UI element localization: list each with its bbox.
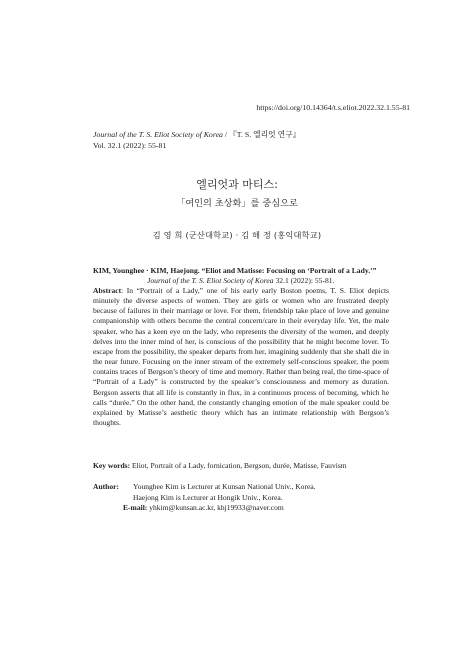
citation-journal-italic: Journal of the T. S. Eliot Society of Korea	[147, 276, 274, 286]
doi-link[interactable]: https://doi.org/10.14364/t.s.eliot.2022.32.1.55-81	[256, 103, 410, 112]
keywords-text: Eliot, Portrait of a Lady, fornication, Bergson, durée, Matisse, Fauvism	[130, 461, 347, 470]
abstract-label: Abstract	[93, 286, 122, 295]
korean-authors: 김 영 희 (군산대학교) · 김 해 정 (홍익대학교)	[152, 230, 322, 240]
author-email	[93, 503, 316, 514]
english-citation	[93, 266, 389, 286]
abstract	[93, 286, 389, 428]
journal-volume: Vol. 32.1 (2022): 55-81	[93, 141, 167, 150]
korean-subtitle: 「여인의 초상화」를 중심으로	[176, 198, 298, 209]
citation-authors-title: KIM, Younghee · KIM, Haejong. “Eliot and Matisse: Focusing on ‘Portrait of a Lady.’”	[93, 266, 377, 275]
author-line-1	[93, 482, 316, 493]
citation-journal-rest: 32.1 (2022): 55-81.	[273, 276, 335, 286]
email-text[interactable]: yhkim@kunsan.ac.kr, khj19933@naver.com	[147, 503, 284, 512]
journal-name-korean: / 『T. S. 엘리엇 연구』	[222, 130, 301, 139]
keywords	[93, 461, 389, 470]
korean-title: 엘리엇과 마티스:	[196, 178, 278, 191]
journal-name	[93, 129, 301, 140]
author-info	[93, 482, 316, 514]
author-label: Author:	[93, 482, 119, 491]
author-1-text: Younghee Kim is Lecturer at Kunsan National Univ., Korea.	[133, 482, 316, 491]
keywords-label: Key words:	[93, 461, 131, 470]
citation-journal	[93, 276, 389, 286]
email-label: E-mail:	[123, 503, 148, 512]
author-2-text: Haejong Kim is Lecturer at Hongik Univ., Korea.	[133, 492, 283, 502]
journal-header	[93, 129, 301, 151]
abstract-text: : In “Portrait of a Lady,” one of his early early Boston poems, T. S. Eliot depicts minutely the diverse aspects of women. They are girls or women who are frustrated deeply because of failures in their marriage or love. For them, friendship take place of love and genuine companionship with others become the central concern/care in their everyday life. Yet, the male speaker, who has a keen eye on the lady, who represents the diversity of the women, and deeply delves into the inner mind of her, is conscious of the possibility that he might become lover. To escape from the possibility, the speaker departs from her, imagining suddenly that she shall die in the near future. Focusing on the inner stream of the extremely self-conscious speaker, the poem contains traces of Bergson’s theory of time and memory. Rather than being real, the time-space of “Portrait of a Lady” is constructed by the speaker’s consciousness and memory as duration. Bergson asserts that all life is constantly in flux, in a continuous process of becoming, which he calls “durée.” On the other hand, the constantly changing emotion of the male speaker could be explained by Matisse’s aesthetic theory which has an intimate relationship with Bergson’s thoughts.	[93, 286, 389, 428]
journal-name-italic: Journal of the T. S. Eliot Society of Korea	[93, 130, 223, 139]
